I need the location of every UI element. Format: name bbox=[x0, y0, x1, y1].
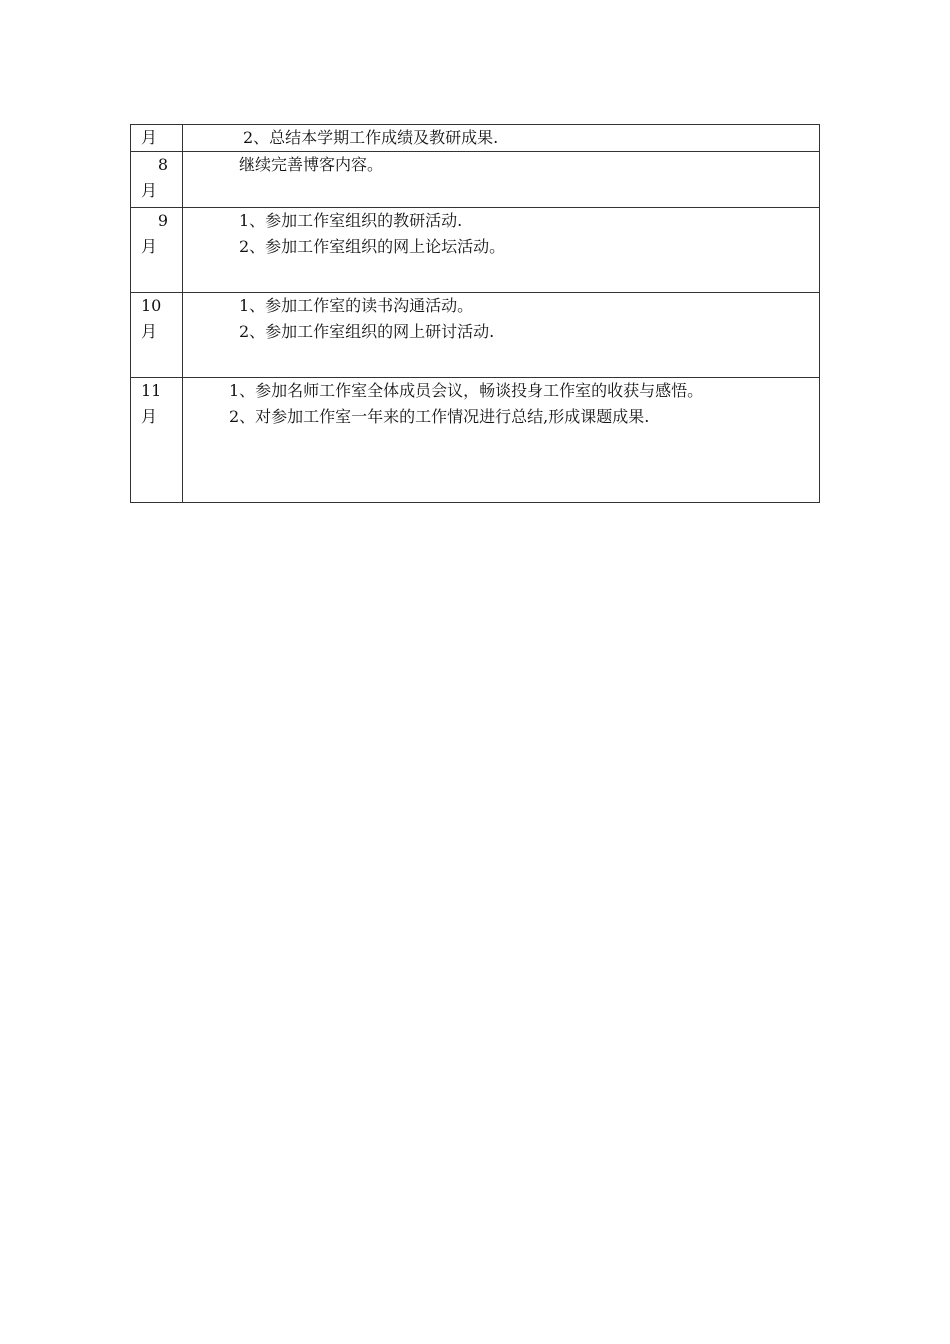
month-unit: 月 bbox=[141, 407, 158, 426]
plan-item: 1、参加名师工作室全体成员会议，畅谈投身工作室的收获与感悟。 bbox=[229, 381, 704, 400]
plan-item: 2、对参加工作室一年来的工作情况进行总结,形成课题成果. bbox=[229, 407, 650, 426]
month-unit: 月 bbox=[141, 181, 158, 200]
month-cell bbox=[131, 378, 183, 503]
plan-content-cell bbox=[183, 152, 820, 208]
plan-item: 2、参加工作室组织的网上论坛活动。 bbox=[239, 237, 506, 256]
month-number: 11 bbox=[141, 381, 162, 400]
month-number: 8 bbox=[157, 155, 168, 174]
table-row bbox=[131, 208, 820, 293]
month-cell bbox=[131, 125, 183, 152]
plan-content-cell bbox=[183, 208, 820, 293]
month-unit: 月 bbox=[141, 128, 158, 147]
plan-content-cell bbox=[183, 125, 820, 152]
plan-item: 2、总结本学期工作成绩及教研成果. bbox=[243, 128, 499, 147]
plan-content-cell bbox=[183, 378, 820, 503]
work-plan-table bbox=[130, 124, 820, 503]
month-cell bbox=[131, 152, 183, 208]
table-row bbox=[131, 378, 820, 503]
plan-item: 1、参加工作室的读书沟通活动。 bbox=[239, 296, 474, 315]
month-number: 10 bbox=[141, 296, 162, 315]
table-row bbox=[131, 125, 820, 152]
month-unit: 月 bbox=[141, 322, 158, 341]
month-unit: 月 bbox=[141, 237, 158, 256]
plan-item: 1、参加工作室组织的教研活动. bbox=[239, 211, 463, 230]
plan-content-cell bbox=[183, 293, 820, 378]
plan-item: 2、参加工作室组织的网上研讨活动. bbox=[239, 322, 495, 341]
table-row bbox=[131, 293, 820, 378]
table-row bbox=[131, 152, 820, 208]
plan-item: 继续完善博客内容。 bbox=[239, 155, 384, 174]
month-cell bbox=[131, 208, 183, 293]
month-cell bbox=[131, 293, 183, 378]
month-number: 9 bbox=[157, 211, 168, 230]
